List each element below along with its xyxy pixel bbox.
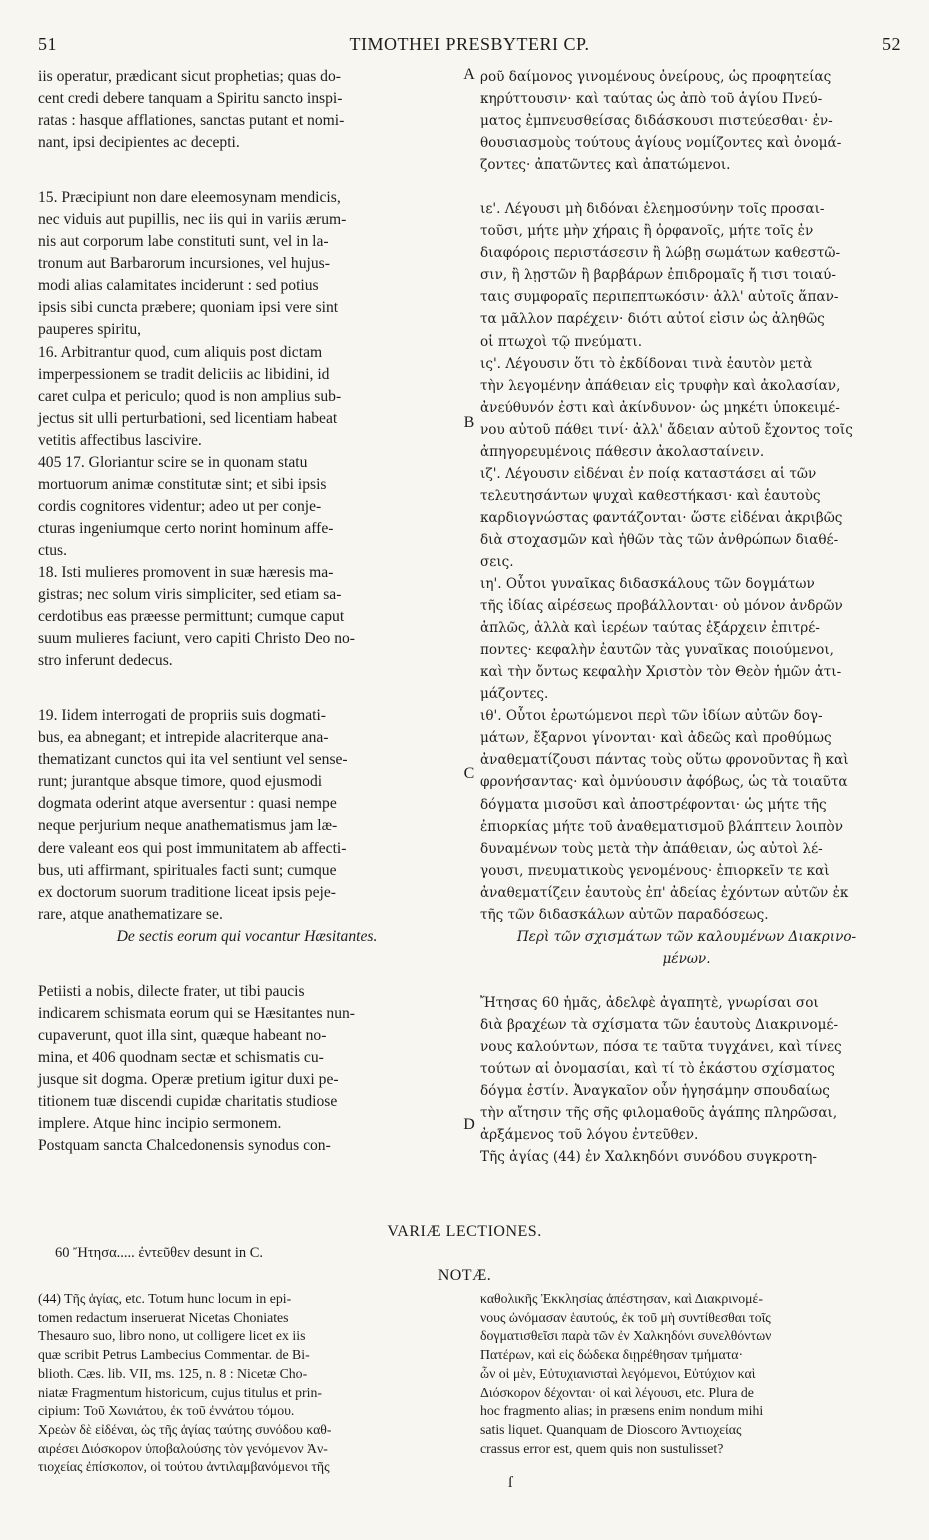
- note-line: ὧν οἱ μὲν, Εὐτυχιανισταὶ λεγόμενοι, Εὐτύχιον καὶ: [480, 1365, 756, 1381]
- latin-line: bus, uti affirmant, spirituales facti sunt; cumque: [38, 861, 337, 879]
- greek-line: ἀναθεματίζειν ἑαυτοὺς ἐπ' ἀδείας ἐχόντων αὐτῶν ἐκ: [480, 884, 849, 901]
- latin-line: stro inferunt dedecus.: [38, 652, 173, 670]
- variant-reading-note: 60 Ἤτησα..... ἐντεῦθεν desunt in C.: [55, 1245, 264, 1261]
- note-line: καθολικῆς Ἐκκλησίας ἀπέστησαν, καὶ Διακρινομέ-: [480, 1291, 763, 1306]
- greek-line: ἁπλῶς, ἀλλὰ καὶ ἱερέων ταύτας ἐξάρχειν ἐπιτρέ-: [480, 620, 820, 637]
- note-line: quæ scribit Petrus Lambecius Commentar. de Bi-: [38, 1347, 310, 1363]
- latin-line: nec viduis aut pupillis, nec iis qui in variis ærum-: [38, 211, 347, 229]
- greek-line: ιη'. Οὗτοι γυναῖκας διδασκάλους τῶν δογμάτων: [480, 576, 815, 593]
- margin-letter-b: B: [463, 414, 475, 431]
- greek-line: τοῦσι, μήτε μὴν χήραις ἢ ὀρφανοῖς, μήτε τοῖς ἐν: [480, 223, 814, 240]
- latin-line: cordis cognitores videntur; adeo ut per conje-: [38, 497, 322, 515]
- greek-line: ἀρξάμενος τοῦ λόγου ἐντεῦθεν.: [480, 1127, 699, 1144]
- greek-line: διὰ βραχέων τὰ σχίσματα τῶν ἑαυτοὺς Διακρινομέ-: [480, 1016, 839, 1033]
- latin-line: 19. Iidem interrogati de propriis suis dogmati-: [38, 707, 326, 725]
- margin-letter-c: C: [463, 765, 475, 782]
- latin-line: 405 17. Gloriantur scire se in quonam statu: [38, 453, 308, 471]
- greek-line: ποντες· κεφαλὴν ἑαυτῶν τὰς γυναῖκας ποιούμενοι,: [480, 642, 834, 659]
- greek-line: ματος ἐμπνευσθείσας διδάσκουσι πιστεύεσθαι· ἐν-: [480, 113, 833, 130]
- note-line: tomen redactum inseruerat Nicetas Choniates: [38, 1309, 289, 1325]
- notes-left-column: [38, 1290, 456, 1477]
- greek-line: νους καλούντων, πόσα τε ταῦτα τυγχάνει, καὶ τίνες: [480, 1038, 842, 1055]
- greek-line: νου αὐτοῦ πάθει τινί· ἀλλ' ἄδειαν αὐτοῦ ἔχοντος τοῖς: [480, 421, 853, 438]
- greek-line: σεις.: [480, 553, 514, 570]
- latin-section-heading: De sectis eorum qui vocantur Hæsitantes.: [116, 927, 378, 945]
- running-title: TIMOTHEI PRESBYTERI CP.: [349, 34, 590, 54]
- greek-line: μάτων, ἔξαρνοι γίνονται· καὶ ἀδεῶς καὶ προθύμως: [480, 730, 832, 747]
- latin-line: indicarem schismata eorum qui se Hæsitantes nun-: [38, 1004, 355, 1022]
- note-line: δογματισθεῖσι παρὰ τῶν ἐν Χαλκηδόνι συνελθόντων: [480, 1328, 772, 1344]
- latin-line: ipsis sibi cuncta præbere; quoniam ipsi vere sint: [38, 299, 339, 317]
- note-line: satis liquet. Quanquam de Dioscoro Ἀντιοχείας: [480, 1421, 742, 1437]
- greek-line: ιε'. Λέγουσι μὴ διδόναι ἐλεημοσύνην τοῖς προσαι-: [480, 201, 825, 218]
- latin-line: ctus.: [38, 541, 68, 559]
- latin-line: mortuorum animæ constitutæ sint; et sibi ipsis: [38, 475, 327, 493]
- latin-line: rare, atque anathematizare se.: [38, 905, 223, 923]
- latin-column: [38, 66, 456, 1157]
- note-line: Thesauro suo, libro nono, ut colligere licet ex iis: [38, 1328, 306, 1344]
- note-line: niatæ Fragmentum historicum, cujus titulus et prin-: [38, 1384, 322, 1400]
- page-mark: ſ: [508, 1474, 513, 1491]
- page-number-left: 51: [38, 34, 57, 54]
- latin-line: nant, ipsi decipientes ac decepti.: [38, 134, 240, 152]
- greek-line: κηρύττουσιν· καὶ ταύτας ὡς ἀπὸ τοῦ ἁγίου Πνεύ-: [480, 91, 823, 108]
- greek-section-heading: μένων.: [662, 950, 711, 967]
- latin-line: Postquam sancta Chalcedonensis synodus con-: [38, 1137, 331, 1155]
- latin-line: iis operatur, prædicant sicut prophetias; quas do-: [38, 68, 341, 85]
- latin-line: jusque sit dogma. Operæ pretium igitur duxi pe-: [38, 1070, 339, 1088]
- page-number-right: 52: [882, 34, 901, 54]
- greek-section-heading: Περὶ τῶν σχισμάτων τῶν καλουμένων Διακρινο-: [516, 928, 857, 945]
- greek-line: ἀπηγορευμένοις πάθεσιν ἀκολασταίνειν.: [480, 443, 765, 460]
- latin-line: Petiisti a nobis, dilecte frater, ut tibi paucis: [38, 982, 305, 1000]
- page-header: [38, 34, 901, 60]
- latin-line: runt; jurantque absque timore, quod ejusmodi: [38, 773, 323, 791]
- latin-line: neque perjurium neque anathematismus jam læ-: [38, 817, 338, 835]
- latin-line: ratas : hasque afflationes, sanctas putant et nomi-: [38, 112, 345, 130]
- greek-line: μάζοντες.: [480, 686, 549, 703]
- latin-line: modi alias calamitates inciderunt : sed potius: [38, 277, 319, 295]
- latin-line: 15. Præcipiunt non dare eleemosynam mendicis,: [38, 189, 341, 207]
- greek-line: οἱ πτωχοὶ τῷ πνεύματι.: [480, 333, 643, 350]
- greek-line: ταις συμφοραῖς περιπεπτωκόσιν· ἀλλ' αὐτοῖς ἅπαν-: [480, 289, 839, 306]
- greek-line: ιζ'. Λέγουσιν εἰδέναι ἐν ποίᾳ καταστάσει αἱ τῶν: [480, 465, 817, 482]
- notes-right-column: [480, 1290, 893, 1458]
- note-line: τιοχείας ἐπίσκοπον, οἱ τούτου ἀντιλαμβανόμενοι τῆς: [38, 1459, 330, 1475]
- greek-line: τα μᾶλλον παρέχειν· διότι αὐτοί εἰσιν ὡς ἀληθῶς: [480, 311, 825, 328]
- greek-line: δόγματα μισοῦσι καὶ ἀποστρέφονται· ὡς μήτε τῆς: [480, 796, 827, 813]
- latin-line: 18. Isti mulieres promovent in suæ hæresis ma-: [38, 563, 334, 581]
- latin-line: imperpessionem se tradit deliciis ac libidini, id: [38, 365, 330, 383]
- latin-line: suum mulieres faciunt, vero capiti Christo Deo no-: [38, 630, 355, 648]
- latin-line: titionem tuæ discendi cupidæ charitatis studiose: [38, 1092, 338, 1110]
- latin-line: 16. Arbitrantur quod, cum aliquis post dictam: [38, 343, 323, 361]
- latin-line: cerdotibus eas præesse permittunt; cumque caput: [38, 608, 345, 626]
- latin-line: jectus sit ulli perturbationi, sed licentiam habeat: [38, 409, 338, 427]
- latin-line: nis aut corporum labe constituti sunt, vel in la-: [38, 233, 329, 251]
- greek-line: τούτων αἱ ὀνομασίαι, καὶ τί τὸ ἑκάστου σχίσματος: [480, 1061, 835, 1078]
- margin-letter-d: D: [463, 1116, 475, 1133]
- latin-line: implere. Atque hinc incipio sermonem.: [38, 1115, 282, 1133]
- note-line: hoc fragmento alias; in præsens enim nondum mihi: [480, 1403, 764, 1419]
- latin-line: dogmata oderint atque aversentur : quasi nempe: [38, 795, 337, 813]
- greek-line: διὰ στοχασμῶν καὶ ἠθῶν τὰς τῶν ἀνθρώπων διαθέ-: [480, 531, 839, 548]
- greek-line: σιν, ἢ λῃστῶν ἢ βαρβάρων ἐπιδρομαῖς ἤ τισι τοιαύ-: [480, 267, 836, 284]
- latin-line: cupaverunt, quot illa sint, quæque habeant no-: [38, 1026, 327, 1044]
- note-line: Διόσκορον δέχονται· οἱ καὶ λέγουσι, etc. Plura de: [480, 1384, 754, 1400]
- greek-line: δυναμένων τοὺς μετὰ τὴν ἀπάθειαν, ὡς αὐτοὶ λέ-: [480, 840, 823, 857]
- greek-line: γουσι, πνευματικοὺς γενομένους· ἐπιορκεῖν τε καὶ: [480, 862, 830, 879]
- greek-line: θουσιασμοὺς τούτους ἁγίους νομίζοντες καὶ ὀνομά-: [480, 135, 842, 152]
- greek-line: ζοντες· ἀπατῶντες καὶ ἀπατώμενοι.: [480, 157, 731, 174]
- latin-line: bus, ea abnegant; et intrepide alacriterque ana-: [38, 729, 329, 747]
- latin-line: cent credi debere tanquam a Spiritu sancto inspi-: [38, 90, 343, 108]
- latin-line: caret culpa et periculo; quod is non amplius sub-: [38, 387, 342, 405]
- note-line: crassus error est, quem quis non sustulisset?: [480, 1440, 724, 1456]
- latin-line: vetitis affectibus lascivire.: [38, 431, 202, 449]
- greek-line: ιθ'. Οὗτοι ἐρωτώμενοι περὶ τῶν ἰδίων αὐτῶν δογ-: [480, 708, 823, 725]
- greek-column: [480, 66, 893, 1168]
- greek-line: Ἤτησας 60 ἡμᾶς, ἀδελφὲ ἀγαπητὲ, γνωρίσαι σοι: [480, 994, 819, 1011]
- greek-line: διαφόροις περιστάσεσιν ἢ λώβῃ σωμάτων καθεστῶ-: [480, 245, 841, 262]
- greek-line: τῆς ἰδίας αἱρέσεως προβάλλονται· οὐ μόνον ἀνδρῶν: [480, 598, 843, 615]
- latin-line: mina, et 406 quodnam sectæ et schismatis cu-: [38, 1048, 324, 1066]
- greek-line: φρονήσαντας· καὶ ὀμνύουσιν ἀφόβως, ὡς τὰ τοιαῦτα: [480, 774, 848, 791]
- greek-line: τὴν λεγομένην ἀπάθειαν εἰς τρυφὴν καὶ ἀκολασίαν,: [480, 377, 841, 394]
- greek-line: καρδιογνώστας φαντάζονται· ὥστε εἰδέναι ἀκριβῶς: [480, 509, 843, 526]
- latin-line: cturas ingeniumque certo norint hominum affe-: [38, 519, 334, 537]
- greek-line: ις'. Λέγουσιν ὅτι τὸ ἐκδίδοναι τινὰ ἑαυτὸν μετὰ: [480, 355, 813, 372]
- note-line: cipium: Τοῦ Χωνιάτου, ἐκ τοῦ ἐννάτου τόμου.: [38, 1403, 295, 1419]
- greek-line: τελευτησάντων ψυχαὶ καθεστήκασι· καὶ ἑαυτοὺς: [480, 487, 821, 504]
- notae-title: NOTÆ.: [437, 1267, 492, 1284]
- greek-line: ροῦ δαίμονος γινομένους ὀνείρους, ὡς προφητείας: [480, 69, 832, 85]
- greek-line: τὴν αἴτησιν τῆς σῆς φιλομαθοῦς ἀγάπης πληρῶσαι,: [480, 1105, 838, 1122]
- greek-line: καὶ τὴν ὄντως κεφαλὴν Χριστὸν τὸν Θεὸν ἡμῶν ἀτι-: [480, 664, 842, 681]
- latin-line: dere valeant eos qui post immunitatem ab affecti-: [38, 839, 347, 857]
- latin-line: pauperes spiritu,: [38, 321, 142, 339]
- greek-line: ἀνεύθυνόν ἐστι καὶ ἀκίνδυνον· ὡς μηκέτι ὑποκειμέ-: [480, 399, 840, 416]
- latin-line: gistras; nec solum viris simpliciter, sed etiam sa-: [38, 586, 342, 604]
- latin-line: thematizant cunctos qui ita vel sentiunt vel sense-: [38, 751, 348, 769]
- margin-letter-a: A: [463, 66, 475, 83]
- note-line: Πατέρων, καὶ εἰς δώδεκα διῃρέθησαν τμήματα·: [480, 1347, 744, 1363]
- note-line: νους ὠνόμασαν ἑαυτούς, ἐκ τοῦ μὴ συντίθεσθαι τοῖς: [480, 1309, 771, 1325]
- greek-line: δόγμα ἐστίν. Ἀναγκαῖον οὖν ἡγησάμην σπουδαίως: [480, 1083, 830, 1100]
- greek-line: τῆς τῶν διδασκάλων αὐτῶν παραδόσεως.: [480, 906, 769, 923]
- greek-line: ἐπιορκίας μήτε τοῦ ἀναθεματισμοῦ βλάπτειν λοιπὸν: [480, 818, 844, 835]
- latin-line: ex doctorum suorum traditione liceat ipsis peje-: [38, 883, 336, 901]
- greek-line: ἀναθεματίζουσι πάντας τοὺς οὕτω φρονοῦντας ἢ καὶ: [480, 752, 849, 769]
- note-line: Χρεὼν δὲ εἰδέναι, ὡς τῆς ἁγίας ταύτης συνόδου καθ-: [38, 1421, 332, 1437]
- note-line: blioth. Cæs. lib. VII, ms. 125, n. 8 : Nicetæ Cho-: [38, 1365, 308, 1381]
- variae-lectiones-title: VARIÆ LECTIONES.: [387, 1223, 542, 1240]
- latin-line: tronum aut Barbarorum incursiones, vel hujus-: [38, 255, 330, 273]
- note-line: (44) Τῆς ἁγίας, etc. Totum hunc locum in epi-: [38, 1291, 292, 1306]
- greek-line: Τῆς ἁγίας (44) ἐν Χαλκηδόνι συνόδου συγκροτη-: [480, 1149, 817, 1166]
- note-line: αιρέσει Διόσκορον ὑποβαλούσης τὸν γενόμενον Ἀν-: [38, 1440, 328, 1456]
